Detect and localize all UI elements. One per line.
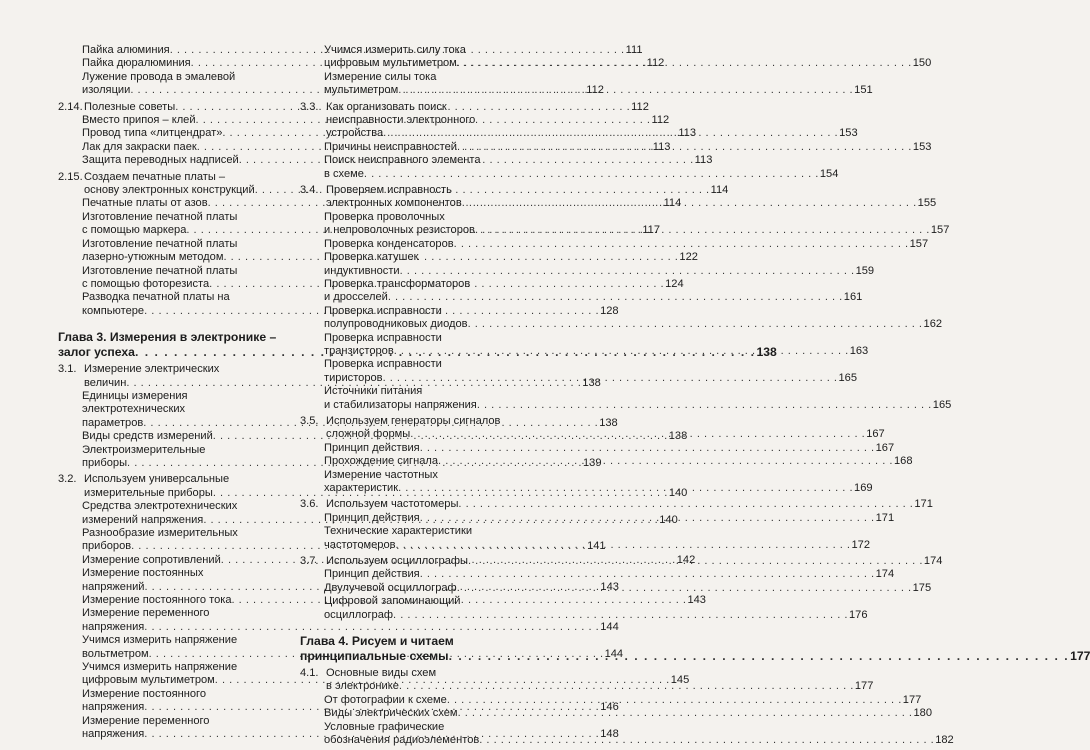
toc-entry-title: Разнообразие измерительных: [82, 527, 238, 539]
toc-page-number: 141: [587, 540, 606, 553]
toc-entry-title: Проверка проволочных: [324, 210, 445, 223]
toc-page-number: 112: [646, 57, 665, 70]
toc-entry-title: мультиметром: [324, 84, 399, 97]
toc-subsection-entry[interactable]: [300, 237, 929, 251]
toc-entry-title: Используем универсальные: [84, 473, 230, 486]
dot-leader: [383, 372, 838, 385]
dot-leader: [399, 680, 854, 693]
toc-page-number: 140: [659, 513, 678, 526]
toc-entry-title: Учимся измерить силу тока: [324, 44, 466, 56]
toc-entry-title: Пайка алюминия: [82, 44, 170, 56]
toc-page-number: 146: [600, 701, 619, 714]
dot-leader: [457, 582, 912, 595]
toc-page-number: 177: [902, 693, 922, 706]
toc-entry-number: 3.4.: [300, 184, 319, 197]
toc-page-number: 113: [694, 154, 713, 167]
toc-entry-title: Принцип действия: [324, 511, 420, 524]
toc-entry-title: вольтметром: [82, 647, 149, 660]
toc-entry-title: изоляции: [82, 84, 131, 97]
dot-leader: [383, 127, 838, 140]
toc-page-number: 175: [912, 581, 932, 594]
toc-page-number: 124: [665, 277, 684, 290]
toc-entry-title: сложной формы: [326, 428, 411, 441]
toc-entry-title: в схеме: [324, 167, 364, 180]
dot-leader: [398, 482, 853, 495]
toc-page-number: 168: [893, 455, 913, 468]
toc-page-number: 112: [586, 84, 604, 97]
dot-leader: [462, 197, 917, 210]
toc-page-number: 157: [909, 237, 929, 250]
toc-entry-title: с помощью маркера: [82, 224, 187, 237]
toc-entry-title: Разводка печатной платы на: [82, 291, 230, 304]
dot-leader: [475, 224, 930, 237]
dot-leader: [400, 265, 855, 278]
dot-leader: [458, 498, 913, 511]
toc-entry-title: Принцип действия: [324, 441, 420, 454]
toc-page-number: 167: [875, 441, 895, 454]
toc-page-number: 177: [854, 680, 874, 693]
toc-entry-title: частотомеров: [324, 538, 396, 551]
toc-entry-title: Прохождение сигнала: [324, 455, 439, 468]
toc-entry-title: Измерение переменного: [82, 714, 210, 727]
toc-entry-title: полупроводниковых диодов: [324, 318, 468, 331]
toc-entry-title: Электроизмерительные: [82, 443, 206, 456]
toc-page-number: 148: [600, 728, 619, 741]
toc-subsection-entry[interactable]: [300, 693, 922, 707]
toc-entry-title: Учимся измерить напряжение: [82, 661, 238, 674]
toc-entry-title: цифровым мультиметром: [82, 674, 215, 687]
toc-page-number: 138: [599, 416, 618, 429]
toc-entry-title: Проверка исправности: [324, 331, 442, 344]
toc-entry-title: осциллограф: [324, 608, 394, 621]
toc-entry-title: Технические характеристики: [324, 525, 473, 538]
dot-leader: [457, 141, 912, 154]
toc-entry-title: Проверка исправности: [324, 304, 442, 317]
toc-section-entry[interactable]: [300, 498, 933, 511]
dot-leader: [477, 399, 932, 412]
dot-leader: [447, 694, 902, 707]
toc-page-number: 112: [631, 100, 649, 113]
toc-page-number: 155: [917, 197, 937, 210]
toc-entry-title: Измерение переменного: [82, 607, 210, 620]
toc-entry-title: в электронике: [326, 680, 399, 693]
toc-page-number: 154: [819, 167, 839, 180]
toc-entry-title: Глава 4. Рисуем и читаем: [300, 634, 454, 649]
toc-entry-title: и дросселей: [324, 291, 388, 304]
dot-leader: [438, 455, 893, 468]
toc-entry-title: Измерение частотных: [324, 468, 438, 481]
toc-entry-title: Поиск неисправного элемента: [324, 154, 481, 167]
toc-entry-title: измерений напряжения: [82, 513, 204, 526]
toc-page-number: 153: [839, 127, 858, 140]
dot-leader: [454, 238, 909, 251]
toc-entry-title: цифровым мультиметром: [324, 57, 457, 70]
dot-leader: [479, 734, 934, 747]
toc-entry-title: Провод типа «литцендрат»: [82, 127, 223, 140]
toc-entry-title: Измерение электрических: [84, 363, 220, 376]
toc-page-number: 138: [582, 376, 601, 389]
toc-page-number: 169: [854, 482, 873, 494]
toc-page-number: 151: [854, 84, 873, 97]
toc-entry-title: Проверяем исправность: [326, 184, 452, 197]
toc-entry-title: Измерение силы тока: [324, 70, 437, 83]
toc-page-number: 111: [625, 44, 643, 56]
toc-page-number: 114: [663, 197, 682, 210]
toc-entry-title: Измерение постоянных: [82, 567, 204, 580]
toc-entry-title: Изготовление печатной платы: [82, 210, 238, 223]
toc-entry-title: индуктивности: [324, 264, 400, 277]
dot-leader: [449, 649, 1070, 664]
toc-entry-title: Вместо припоя – клей: [82, 114, 196, 127]
toc-page-number: 114: [710, 184, 729, 197]
dot-leader: [396, 539, 851, 552]
toc-entry-title: и стабилизаторы напряжения: [324, 398, 477, 411]
toc-entry-number: 2.14.: [58, 100, 83, 113]
toc-entry-title: приборы: [82, 456, 128, 469]
toc-entry-title: электротехнических: [82, 403, 186, 416]
toc-entry-title: напряжения: [82, 701, 145, 714]
toc-entry-title: Условные графические: [324, 720, 445, 733]
toc-entry-title: напряжений: [82, 580, 145, 593]
toc-page-number: 140: [668, 486, 688, 499]
toc-entry-title: Лужение провода в эмалевой: [82, 70, 236, 83]
toc-page-number: 128: [600, 304, 619, 317]
toc-entry-title: Лак для закраски паек: [82, 140, 197, 153]
toc-entry-title: Создаем печатные платы –: [84, 170, 226, 183]
dot-leader: [394, 345, 849, 358]
toc-entry-title: Принцип действия: [324, 568, 420, 581]
toc-entry-title: Глава 3. Измерения в электронике –: [58, 330, 277, 345]
toc-entry-title: Учимся измерить напряжение: [82, 634, 238, 647]
toc-page-number: 157: [930, 224, 950, 237]
toc-page-number: 165: [838, 371, 858, 384]
toc-page-number: 172: [851, 538, 871, 551]
toc-entry-title: Печатные платы от азов: [82, 197, 208, 210]
toc-entry-title: основу электронных конструкций: [84, 184, 255, 197]
toc-page-number: 171: [875, 511, 895, 524]
toc-entry-title: Проверка исправности: [324, 358, 442, 371]
toc-entry-title: Измерение постоянного: [82, 687, 207, 700]
toc-entry-title: Проверка конденсаторов: [324, 237, 454, 250]
toc-entry-title: Проверка катушек: [324, 251, 419, 264]
toc-entry-title: неисправности электронного: [326, 114, 476, 127]
toc-page-number: 142: [676, 553, 696, 566]
toc-page-number: 144: [604, 647, 624, 660]
toc-entry-title: Измерение постоянного тока: [82, 594, 232, 607]
dot-leader: [420, 442, 875, 455]
toc-entry-number: 3.7.: [300, 555, 319, 568]
toc-entry-title: Используем частотомеры: [326, 498, 459, 511]
toc-entry-title: Изготовление печатной платы: [82, 264, 238, 277]
toc-page-number: 138: [756, 344, 777, 359]
toc-subsection-entry[interactable]: [300, 385, 952, 412]
dot-leader: [388, 291, 843, 304]
toc-entry-title: характеристик: [324, 482, 399, 494]
toc-entry-number: 3.6.: [300, 498, 319, 511]
dot-leader: [457, 57, 912, 70]
toc-entry-number: 3.5.: [300, 414, 319, 427]
toc-page-number: 113: [678, 127, 697, 140]
toc-entry-title: параметров: [82, 416, 144, 429]
toc-entry-title: Двулучевой осциллограф: [324, 581, 457, 594]
dot-leader: [458, 707, 913, 720]
dot-leader: [420, 512, 875, 525]
toc-entry-title: устройства: [326, 127, 384, 140]
toc-entry-title: Виды электрических схем: [324, 707, 458, 720]
toc-entry-title: лазерно-утюжным методом: [82, 251, 224, 264]
toc-page-number: 122: [679, 251, 698, 264]
toc-entry-title: От фотографии к схеме: [324, 693, 447, 706]
toc-entry-title: компьютере: [82, 304, 145, 317]
toc-entry-number: 3.1.: [58, 363, 77, 376]
toc-page-number: 145: [670, 674, 690, 687]
toc-entry-title: Как организовать поиск: [326, 100, 447, 113]
toc-page-number: 159: [855, 264, 875, 277]
toc-page-number: 163: [849, 344, 869, 357]
toc-entry-title: Пайка дюралюминия: [82, 57, 191, 70]
toc-entry-title: Используем генераторы сигналов: [326, 414, 501, 427]
toc-entry-title: Полезные советы: [84, 100, 176, 113]
dot-leader: [393, 609, 848, 622]
toc-page-number: 171: [914, 498, 933, 511]
toc-page-number: 117: [642, 224, 661, 237]
toc-entry-title: Цифровой запоминающий: [324, 595, 461, 608]
toc-page-number: 182: [935, 734, 954, 747]
toc-entry-title: Проверка трансформаторов: [324, 277, 471, 290]
toc-entry-title: Причины неисправностей: [324, 140, 457, 153]
toc-page-number: 177: [1070, 648, 1090, 663]
dot-leader: [420, 568, 875, 581]
toc-page-number: 174: [923, 555, 943, 568]
toc-entry-title: напряжения: [82, 620, 145, 633]
toc-entry-title: и непроволочных резисторов: [324, 224, 475, 237]
toc-entry-number: 3.3.: [300, 100, 319, 113]
toc-page-number: 153: [912, 140, 932, 153]
toc-entry-title: Источники питания: [324, 385, 423, 398]
toc-entry-title: с помощью фоторезиста: [82, 277, 210, 290]
toc-entry-title: Защита переводных надписей: [82, 154, 239, 167]
dot-leader: [410, 428, 865, 441]
toc-page-number: 162: [923, 318, 943, 331]
dot-leader: [468, 555, 923, 568]
toc-entry-title: Виды средств измерений: [82, 430, 213, 443]
toc-page-number: 150: [912, 57, 932, 70]
toc-entry-title: Изготовление печатной платы: [82, 237, 238, 250]
toc-subsection-entry[interactable]: [300, 441, 895, 455]
toc-page-number: 144: [600, 620, 619, 633]
toc-page-number: 143: [600, 580, 619, 593]
toc-entry-title: залог успеха: [58, 344, 135, 359]
toc-entry-title: Средства электротехнических: [82, 500, 238, 513]
toc-page-number: 139: [583, 456, 602, 469]
toc-entry-number: 2.15.: [58, 170, 83, 183]
toc-entry-title: Единицы измерения: [82, 389, 188, 402]
toc-entry-title: приборов: [82, 540, 132, 553]
toc-page-number: 161: [843, 291, 863, 304]
toc-page-number: 176: [848, 608, 868, 621]
toc-page-number: 165: [932, 398, 952, 411]
toc-entry-title: тиристоров: [324, 371, 383, 384]
toc-entry-number: 3.2.: [58, 473, 77, 486]
toc-entry-title: обозначения радиоэлементов: [324, 734, 480, 747]
toc-entry-title: напряжения: [82, 728, 145, 741]
toc-page-number: 143: [687, 594, 706, 607]
toc-entry-title: Используем осциллографы: [326, 555, 468, 568]
toc-page-number: 112: [651, 114, 670, 127]
toc-entry-title: транзисторов: [324, 344, 394, 357]
toc-entry-number: 4.1.: [300, 667, 319, 680]
toc-page-number: 167: [866, 428, 885, 441]
toc-page-number: 174: [875, 568, 895, 581]
toc-entry-title: Основные виды схем: [326, 667, 437, 680]
toc-page-number: 138: [668, 430, 688, 443]
dot-leader: [364, 168, 819, 181]
toc-entry-title: величин: [84, 376, 127, 389]
toc-entry-title: Измерение сопротивлений: [82, 553, 221, 566]
toc-page-number: 113: [652, 140, 671, 153]
toc-page-number: 180: [913, 707, 933, 720]
toc-entry-title: электронных компонентов: [326, 197, 462, 210]
toc-entry-title: измерительные приборы: [84, 486, 213, 499]
dot-leader: [468, 318, 923, 331]
toc-entry-title: принципиальные схемы: [300, 648, 449, 663]
toc-subsection-entry[interactable]: [300, 568, 895, 581]
dot-leader: [398, 84, 853, 97]
